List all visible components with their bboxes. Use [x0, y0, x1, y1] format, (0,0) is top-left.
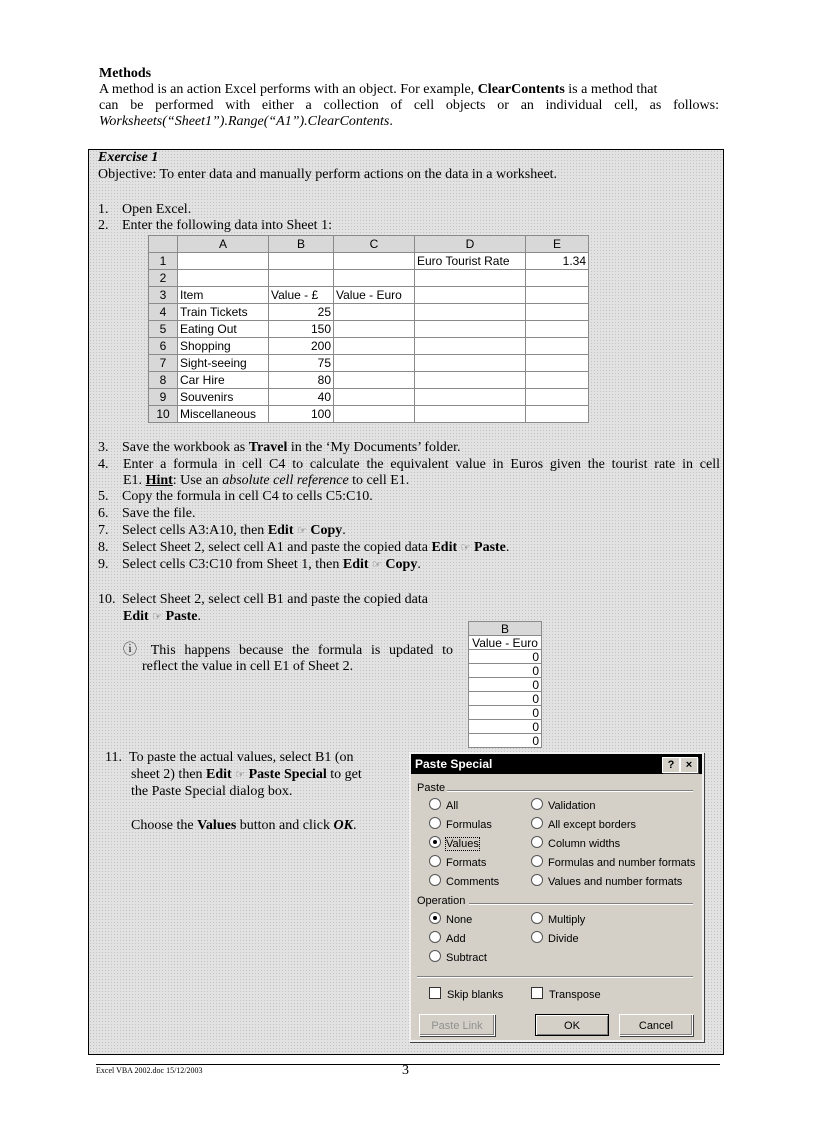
cell[interactable] — [269, 253, 334, 270]
step-11-line-2: sheet 2) then Edit ☞ Paste Special to get — [131, 767, 362, 782]
dialog-title-bar[interactable] — [411, 754, 702, 774]
column-header-d[interactable]: D — [415, 236, 526, 253]
menu-arrow-icon: ☞ — [297, 525, 307, 537]
cell[interactable] — [334, 321, 415, 338]
cell[interactable] — [415, 389, 526, 406]
radio-formulas-number-formats[interactable]: Formulas and number formats — [531, 855, 695, 870]
step-8: 8. Select Sheet 2, select cell A1 and paste the copied data Edit ☞ Paste. — [98, 540, 510, 555]
paste-special-dialog — [409, 752, 704, 1042]
cell[interactable]: 0 — [469, 734, 542, 748]
table-row — [149, 338, 589, 355]
exercise-title: Exercise 1 — [98, 150, 159, 165]
operation-group-label: Operation — [417, 895, 466, 907]
cell[interactable]: 0 — [469, 650, 542, 664]
checkbox-icon — [429, 987, 441, 999]
cell[interactable] — [526, 372, 589, 389]
ok-button[interactable]: OK — [535, 1014, 609, 1036]
cell[interactable] — [415, 406, 526, 423]
row-header[interactable]: 3 — [149, 287, 178, 304]
column-header-e[interactable]: E — [526, 236, 589, 253]
cell[interactable]: Car Hire — [178, 372, 269, 389]
radio-divide[interactable]: Divide — [531, 931, 579, 946]
table-row — [149, 389, 589, 406]
help-button[interactable] — [662, 757, 680, 773]
cancel-button[interactable]: Cancel — [619, 1014, 693, 1036]
cell[interactable]: Souvenirs — [178, 389, 269, 406]
cell[interactable] — [415, 287, 526, 304]
cell[interactable]: Value - Euro — [469, 636, 542, 650]
cell[interactable] — [526, 287, 589, 304]
close-button[interactable] — [680, 757, 698, 773]
page-number: 3 — [402, 1063, 409, 1078]
cell[interactable]: Value - £ — [269, 287, 334, 304]
cell[interactable]: Sight-seeing — [178, 355, 269, 372]
info-icon: ⓘ — [123, 643, 143, 658]
cell[interactable] — [415, 338, 526, 355]
checkbox-icon — [531, 987, 543, 999]
radio-values[interactable]: Values — [429, 836, 479, 851]
cell[interactable] — [415, 304, 526, 321]
cell[interactable]: Shopping — [178, 338, 269, 355]
table-row — [149, 355, 589, 372]
help-icon: ? — [667, 759, 675, 771]
radio-values-number-formats[interactable]: Values and number formats — [531, 874, 682, 889]
row-header[interactable]: 9 — [149, 389, 178, 406]
step-4-line-1: Enter a formula in cell C4 to calculate the equivalent value in Euros given the tourist rate in cell — [123, 457, 720, 472]
cell[interactable] — [334, 253, 415, 270]
column-header-b[interactable]: B — [469, 622, 542, 636]
cell[interactable] — [526, 338, 589, 355]
cell[interactable] — [526, 389, 589, 406]
radio-circle-icon — [429, 798, 441, 810]
step-6: 6. Save the file. — [98, 506, 196, 521]
cell[interactable]: 150 — [269, 321, 334, 338]
sheet1-grid — [148, 235, 589, 423]
radio-formats[interactable]: Formats — [429, 855, 486, 870]
radio-circle-icon — [531, 874, 543, 886]
step-10: 10. Select Sheet 2, select cell B1 and paste the copied data — [98, 592, 428, 607]
row-header[interactable]: 5 — [149, 321, 178, 338]
radio-circle-icon — [429, 931, 441, 943]
step-10-note: ⓘ This happens because the formula is updated to reflect the value in cell E1 of Sheet 2. — [123, 643, 453, 674]
menu-arrow-icon: ☞ — [460, 542, 471, 554]
step-11-line-3: the Paste Special dialog box. — [131, 784, 293, 799]
radio-validation[interactable]: Validation — [531, 798, 596, 813]
cell[interactable] — [178, 253, 269, 270]
cell[interactable]: Train Tickets — [178, 304, 269, 321]
column-header-c[interactable]: C — [334, 236, 415, 253]
row-header[interactable]: 8 — [149, 372, 178, 389]
methods-line-2: can be performed with either a collection of cell objects or an individual cell, as follows: — [99, 98, 719, 113]
paste-group-divider — [447, 790, 693, 792]
cell[interactable]: Euro Tourist Rate — [415, 253, 526, 270]
sheet2-column-b — [468, 621, 542, 748]
paste-link-button[interactable]: Paste Link — [419, 1014, 495, 1036]
methods-heading: Methods — [99, 66, 152, 81]
cell[interactable] — [415, 372, 526, 389]
table-row — [149, 321, 589, 338]
cell[interactable]: 0 — [469, 692, 542, 706]
step-2: 2. Enter the following data into Sheet 1: — [98, 218, 332, 233]
cell[interactable]: 25 — [269, 304, 334, 321]
radio-formulas[interactable]: Formulas — [429, 817, 492, 832]
cell[interactable] — [415, 270, 526, 287]
step-5: 5. Copy the formula in cell C4 to cells C5:C10. — [98, 489, 373, 504]
row-header[interactable]: 10 — [149, 406, 178, 423]
step-7: 7. Select cells A3:A10, then Edit ☞ Copy. — [98, 523, 346, 538]
cell[interactable] — [334, 338, 415, 355]
radio-circle-icon — [429, 817, 441, 829]
radio-column-widths[interactable]: Column widths — [531, 836, 620, 851]
step-4-number: 4. — [98, 457, 109, 472]
cell[interactable]: 200 — [269, 338, 334, 355]
cell[interactable] — [334, 406, 415, 423]
row-header[interactable]: 4 — [149, 304, 178, 321]
step-3: 3. Save the workbook as Travel in the ‘My Documents’ folder. — [98, 440, 461, 455]
table-row — [149, 253, 589, 270]
row-header[interactable]: 2 — [149, 270, 178, 287]
row-header[interactable]: 7 — [149, 355, 178, 372]
step-11: 11. To paste the actual values, select B1 (on — [105, 750, 354, 765]
cell[interactable] — [334, 355, 415, 372]
radio-selected-icon — [429, 912, 441, 924]
cell[interactable] — [334, 389, 415, 406]
menu-arrow-icon: ☞ — [235, 769, 246, 781]
methods-line-1: A method is an action Excel performs with an object. For example, ClearContents is a method that — [99, 82, 658, 97]
radio-circle-icon — [531, 798, 543, 810]
radio-circle-icon — [531, 855, 543, 867]
cell[interactable]: Value - Euro — [334, 287, 415, 304]
cell[interactable]: 75 — [269, 355, 334, 372]
cell[interactable] — [415, 321, 526, 338]
cell[interactable] — [269, 270, 334, 287]
cell[interactable] — [415, 355, 526, 372]
cell[interactable]: 0 — [469, 664, 542, 678]
cell[interactable] — [526, 270, 589, 287]
options-divider — [417, 976, 693, 978]
cell[interactable] — [526, 321, 589, 338]
menu-arrow-icon: ☞ — [152, 611, 163, 623]
cell[interactable]: 0 — [469, 720, 542, 734]
cell[interactable]: 0 — [469, 678, 542, 692]
step-4-line-2: E1. Hint: Use an absolute cell reference to cell E1. — [123, 473, 410, 488]
radio-subtract[interactable]: Subtract — [429, 950, 487, 965]
radio-all[interactable]: All — [429, 798, 458, 813]
radio-circle-icon — [429, 874, 441, 886]
step-9: 9. Select cells C3:C10 from Sheet 1, then Edit ☞ Copy. — [98, 557, 421, 572]
footer-document-info: Excel VBA 2002.doc 15/12/2003 — [96, 1066, 203, 1075]
cell[interactable] — [526, 304, 589, 321]
table-row — [149, 287, 589, 304]
radio-circle-icon — [429, 950, 441, 962]
step-11-choose: Choose the Values button and click OK. — [131, 818, 357, 833]
column-header-b[interactable]: B — [269, 236, 334, 253]
radio-none[interactable]: None — [429, 912, 472, 927]
table-row — [149, 372, 589, 389]
cell[interactable]: 100 — [269, 406, 334, 423]
radio-circle-icon — [531, 836, 543, 848]
table-row — [149, 270, 589, 287]
step-10-line-2: Edit ☞ Paste. — [123, 609, 201, 624]
cell[interactable] — [334, 304, 415, 321]
methods-section — [99, 66, 719, 130]
radio-all-except-borders[interactable]: All except borders — [531, 817, 636, 832]
radio-circle-icon — [531, 931, 543, 943]
cell[interactable]: Miscellaneous — [178, 406, 269, 423]
dialog-title: Paste Special — [415, 757, 493, 771]
cell[interactable] — [334, 372, 415, 389]
row-header[interactable]: 6 — [149, 338, 178, 355]
radio-selected-icon — [429, 836, 441, 848]
table-row — [149, 406, 589, 423]
row-header[interactable]: 1 — [149, 253, 178, 270]
skip-blanks-checkbox[interactable]: Skip blanks — [429, 987, 503, 1002]
close-icon: × — [685, 759, 693, 771]
cell[interactable]: Item — [178, 287, 269, 304]
cell[interactable]: 40 — [269, 389, 334, 406]
cell[interactable] — [526, 406, 589, 423]
transpose-checkbox[interactable]: Transpose — [531, 987, 601, 1002]
step-1: 1. Open Excel. — [98, 202, 192, 217]
cell[interactable] — [334, 270, 415, 287]
radio-circle-icon — [531, 817, 543, 829]
menu-arrow-icon: ☞ — [372, 559, 382, 571]
sheet-header-row — [149, 236, 589, 253]
radio-add[interactable]: Add — [429, 931, 466, 946]
operation-group-divider — [469, 903, 693, 905]
cell[interactable]: 0 — [469, 706, 542, 720]
paste-group-label: Paste — [417, 782, 446, 794]
cell[interactable]: Eating Out — [178, 321, 269, 338]
radio-multiply[interactable]: Multiply — [531, 912, 585, 927]
methods-line-3: Worksheets(“Sheet1”).Range(“A1”).ClearContents. — [99, 114, 393, 129]
radio-circle-icon — [429, 855, 441, 867]
column-header-a[interactable]: A — [178, 236, 269, 253]
radio-circle-icon — [531, 912, 543, 924]
table-row — [149, 304, 589, 321]
exercise-objective: Objective: To enter data and manually perform actions on the data in a worksheet. — [98, 167, 558, 182]
cell[interactable] — [178, 270, 269, 287]
cell[interactable]: 80 — [269, 372, 334, 389]
corner-cell[interactable] — [149, 236, 178, 253]
cell[interactable] — [526, 355, 589, 372]
radio-comments[interactable]: Comments — [429, 874, 499, 889]
cell[interactable]: 1.34 — [526, 253, 589, 270]
